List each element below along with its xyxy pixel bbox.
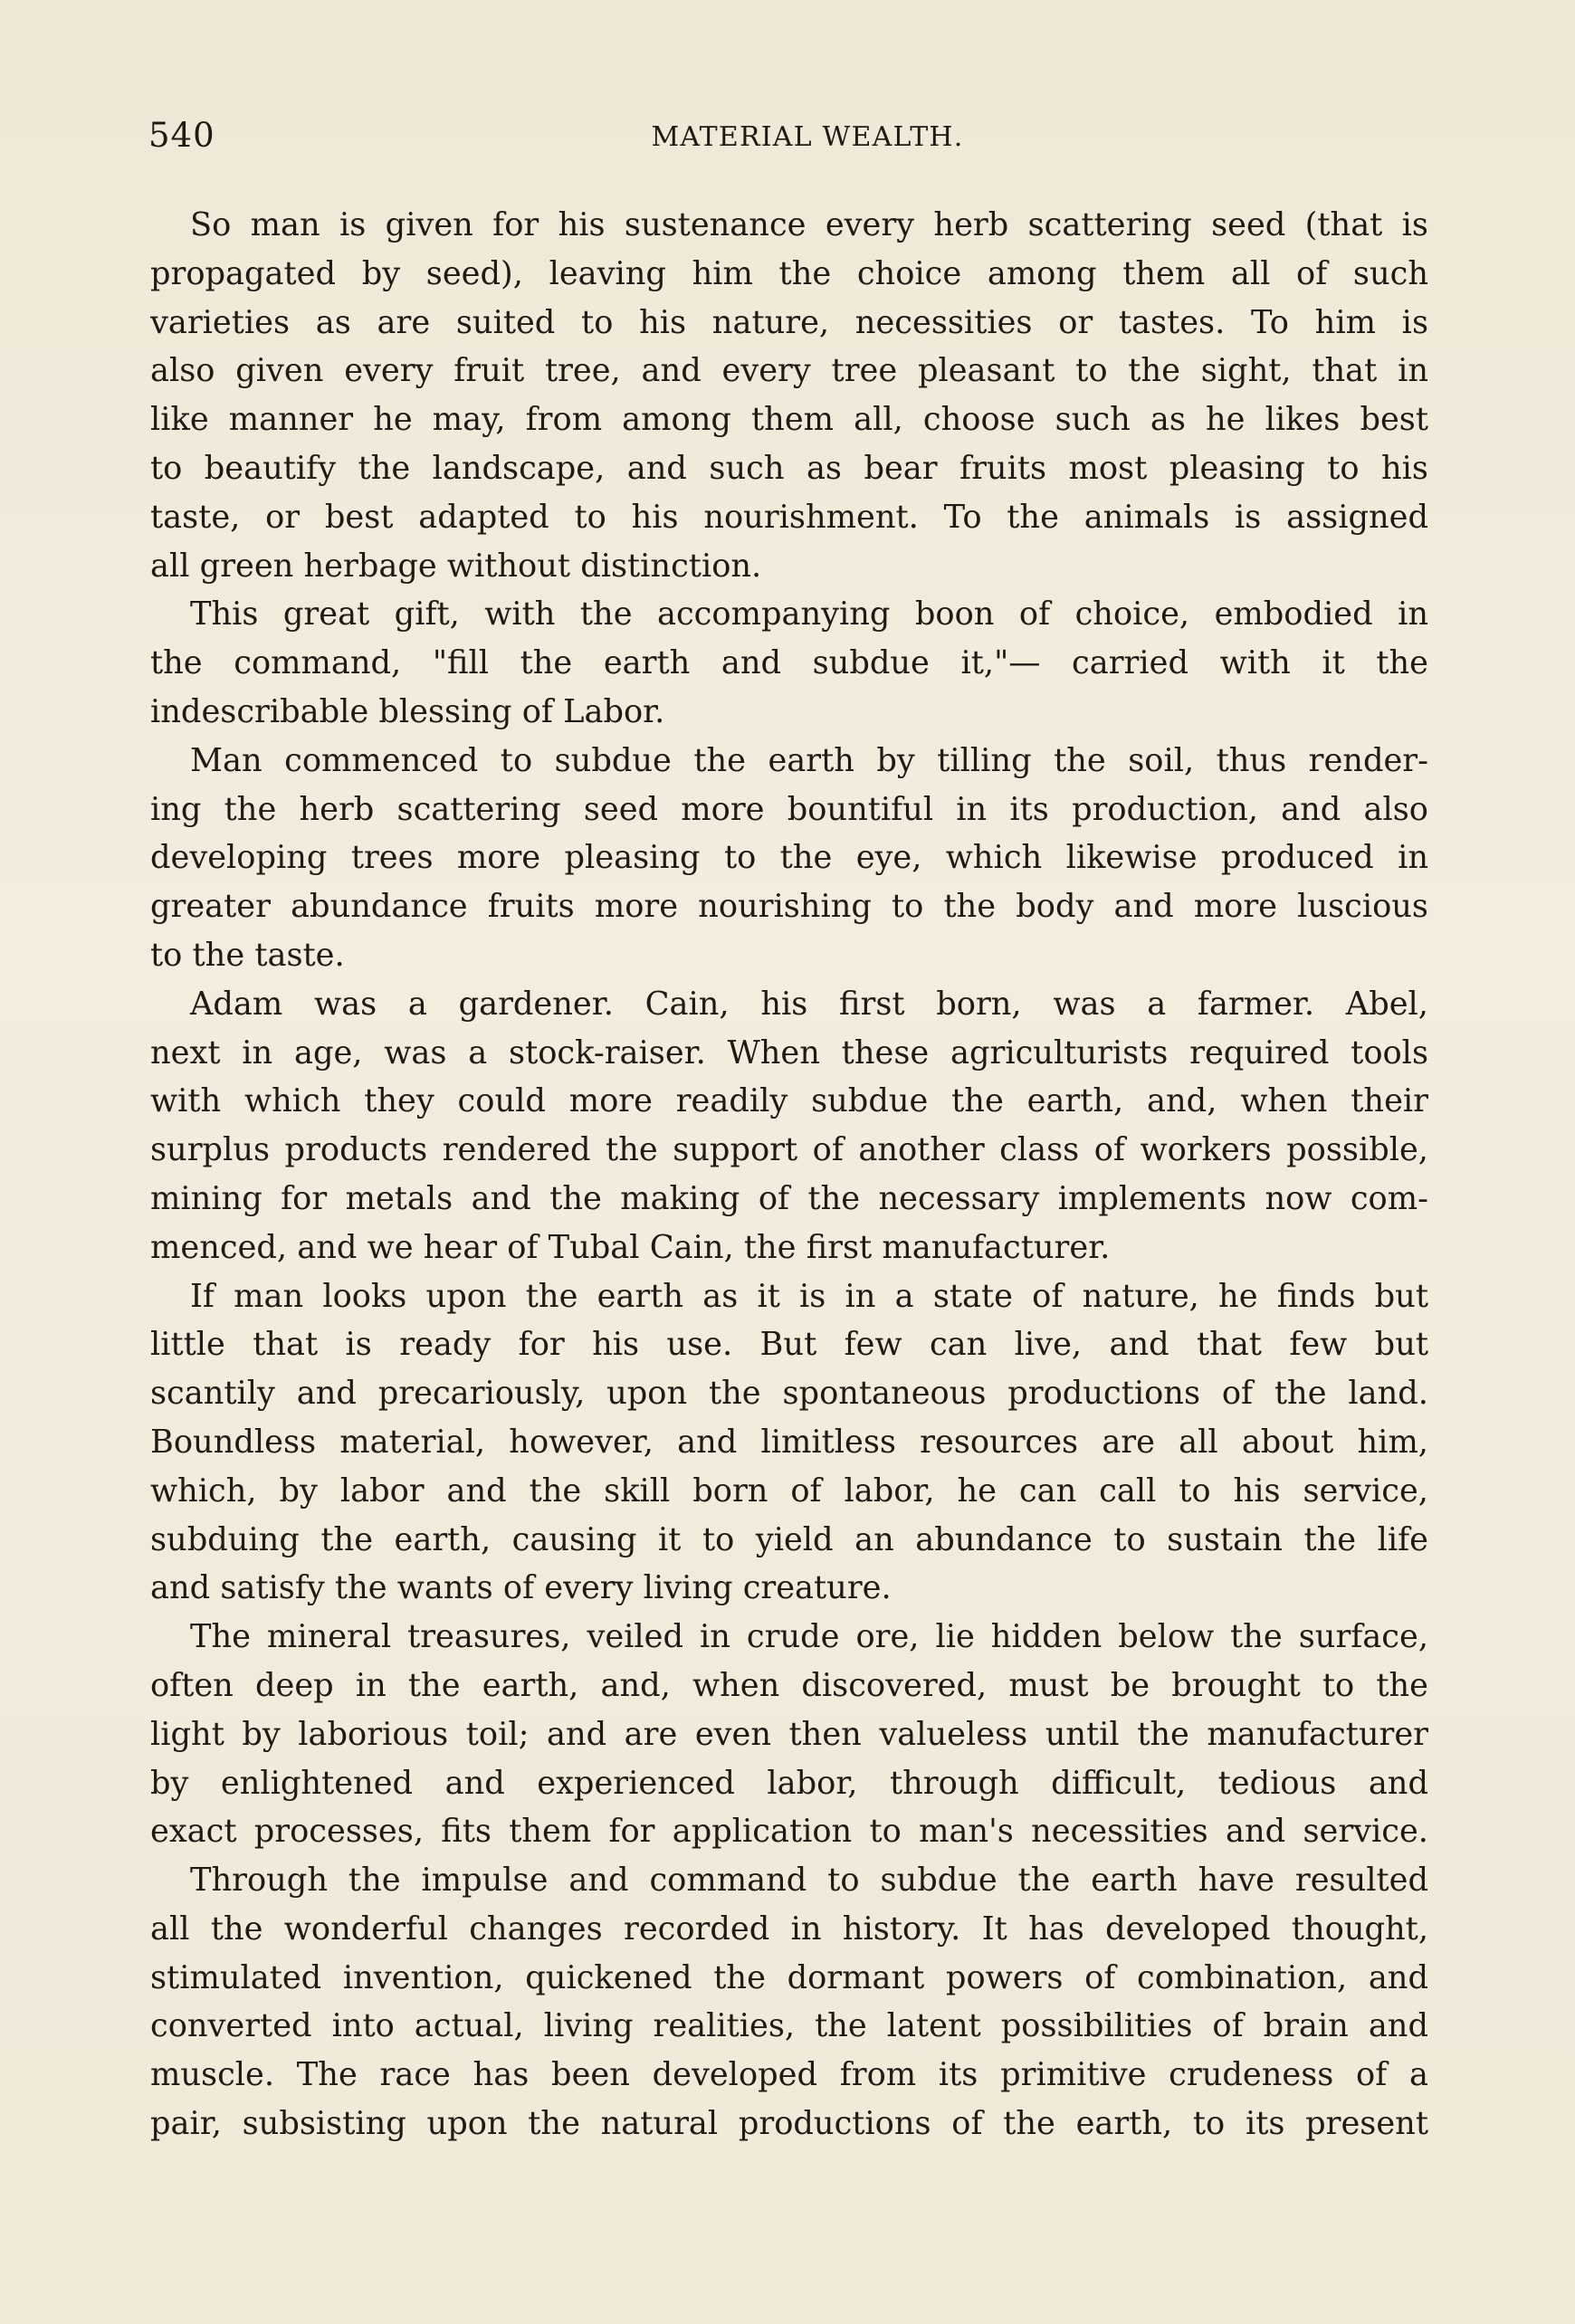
text-line: Man commenced to subdue the earth by tilling the soil, thus render- [190, 741, 1428, 779]
text-line: and satisfy the wants of every living creature. [150, 1569, 892, 1607]
text-line: often deep in the earth, and, when discovered, must be brought to the [150, 1666, 1428, 1704]
running-head-title: MATERIAL WEALTH. [651, 121, 964, 153]
text-line: scantily and precariously, upon the spontaneous productions of the land. [150, 1375, 1428, 1413]
text-line: pair, subsisting upon the natural productions of the earth, to its present [150, 2105, 1428, 2143]
text-line: exact processes, fits them for application to man's necessities and service. [150, 1813, 1428, 1851]
text-line: the command, "fill the earth and subdue it,"— carried with it the [150, 644, 1428, 682]
text-line: all the wonderful changes recorded in history. It has developed thought, [150, 1910, 1428, 1948]
text-line: to the taste. [150, 936, 345, 974]
text-line: surplus products rendered the support of another class of workers possible, [150, 1131, 1428, 1169]
paragraph [150, 737, 1428, 980]
text-line: Through the impulse and command to subdue the earth have resulted [190, 1862, 1428, 1900]
text-line: propagated by seed), leaving him the choice among them all of such [150, 254, 1428, 292]
text-line: varieties as are suited to his nature, necessities or tastes. To him is [150, 303, 1428, 341]
paragraph [150, 590, 1428, 736]
text-line: little that is ready for his use. But few can live, and that few but [150, 1326, 1428, 1364]
running-head [148, 114, 1430, 168]
text-line: ing the herb scattering seed more bountiful in its production, and also [150, 790, 1428, 828]
text-line: taste, or best adapted to his nourishment. To the animals is assigned [150, 498, 1428, 536]
text-line: indescribable blessing of Labor. [150, 692, 665, 730]
text-line: subduing the earth, causing it to yield an abundance to sustain the life [150, 1520, 1428, 1558]
text-line: stimulated invention, quickened the dormant powers of combination, and [150, 1958, 1428, 1996]
page-number: 540 [148, 116, 215, 155]
paragraph [150, 1856, 1428, 2148]
text-line: mining for metals and the making of the necessary implements now com- [150, 1179, 1428, 1217]
text-line: also given every fruit tree, and every tree pleasant to the sight, that in [150, 352, 1428, 390]
text-line: Boundless material, however, and limitless resources are all about him, [150, 1423, 1428, 1461]
text-line: muscle. The race has been developed from its primitive crudeness of a [150, 2056, 1428, 2094]
text-line: light by laborious toil; and are even then valueless until the manufacturer [150, 1715, 1428, 1753]
text-line: converted into actual, living realities, the latent possibilities of brain and [150, 2007, 1428, 2045]
text-line: which, by labor and the skill born of labor, he can call to his service, [150, 1472, 1428, 1510]
text-line: This great gift, with the accompanying boon of choice, embodied in [190, 595, 1428, 633]
text-line: developing trees more pleasing to the eye, which likewise produced in [150, 839, 1428, 877]
text-line: with which they could more readily subdue the earth, and, when their [150, 1082, 1428, 1120]
paragraph [150, 201, 1428, 590]
text-line: So man is given for his sustenance every herb scattering seed (that is [190, 206, 1428, 243]
text-line: all green herbage without distinction. [150, 547, 762, 585]
text-line: menced, and we hear of Tubal Cain, the first manufacturer. [150, 1228, 1111, 1266]
paragraph [150, 1613, 1428, 1856]
paragraph [150, 1272, 1428, 1614]
text-line: by enlightened and experienced labor, through difficult, tedious and [150, 1764, 1428, 1802]
text-line: next in age, was a stock-raiser. When these agriculturists required tools [150, 1033, 1428, 1072]
text-line: greater abundance fruits more nourishing to the body and more luscious [150, 888, 1428, 926]
text-line: Adam was a gardener. Cain, his first born, was a farmer. Abel, [190, 985, 1428, 1023]
text-line: The mineral treasures, veiled in crude ore, lie hidden below the surface, [190, 1618, 1428, 1656]
text-line: like manner he may, from among them all, choose such as he likes best [150, 401, 1428, 439]
paragraph [150, 980, 1428, 1272]
body-text [150, 201, 1428, 2148]
text-line: If man looks upon the earth as it is in a state of nature, he finds but [190, 1277, 1428, 1315]
text-line: to beautify the landscape, and such as bear fruits most pleasing to his [150, 449, 1428, 487]
